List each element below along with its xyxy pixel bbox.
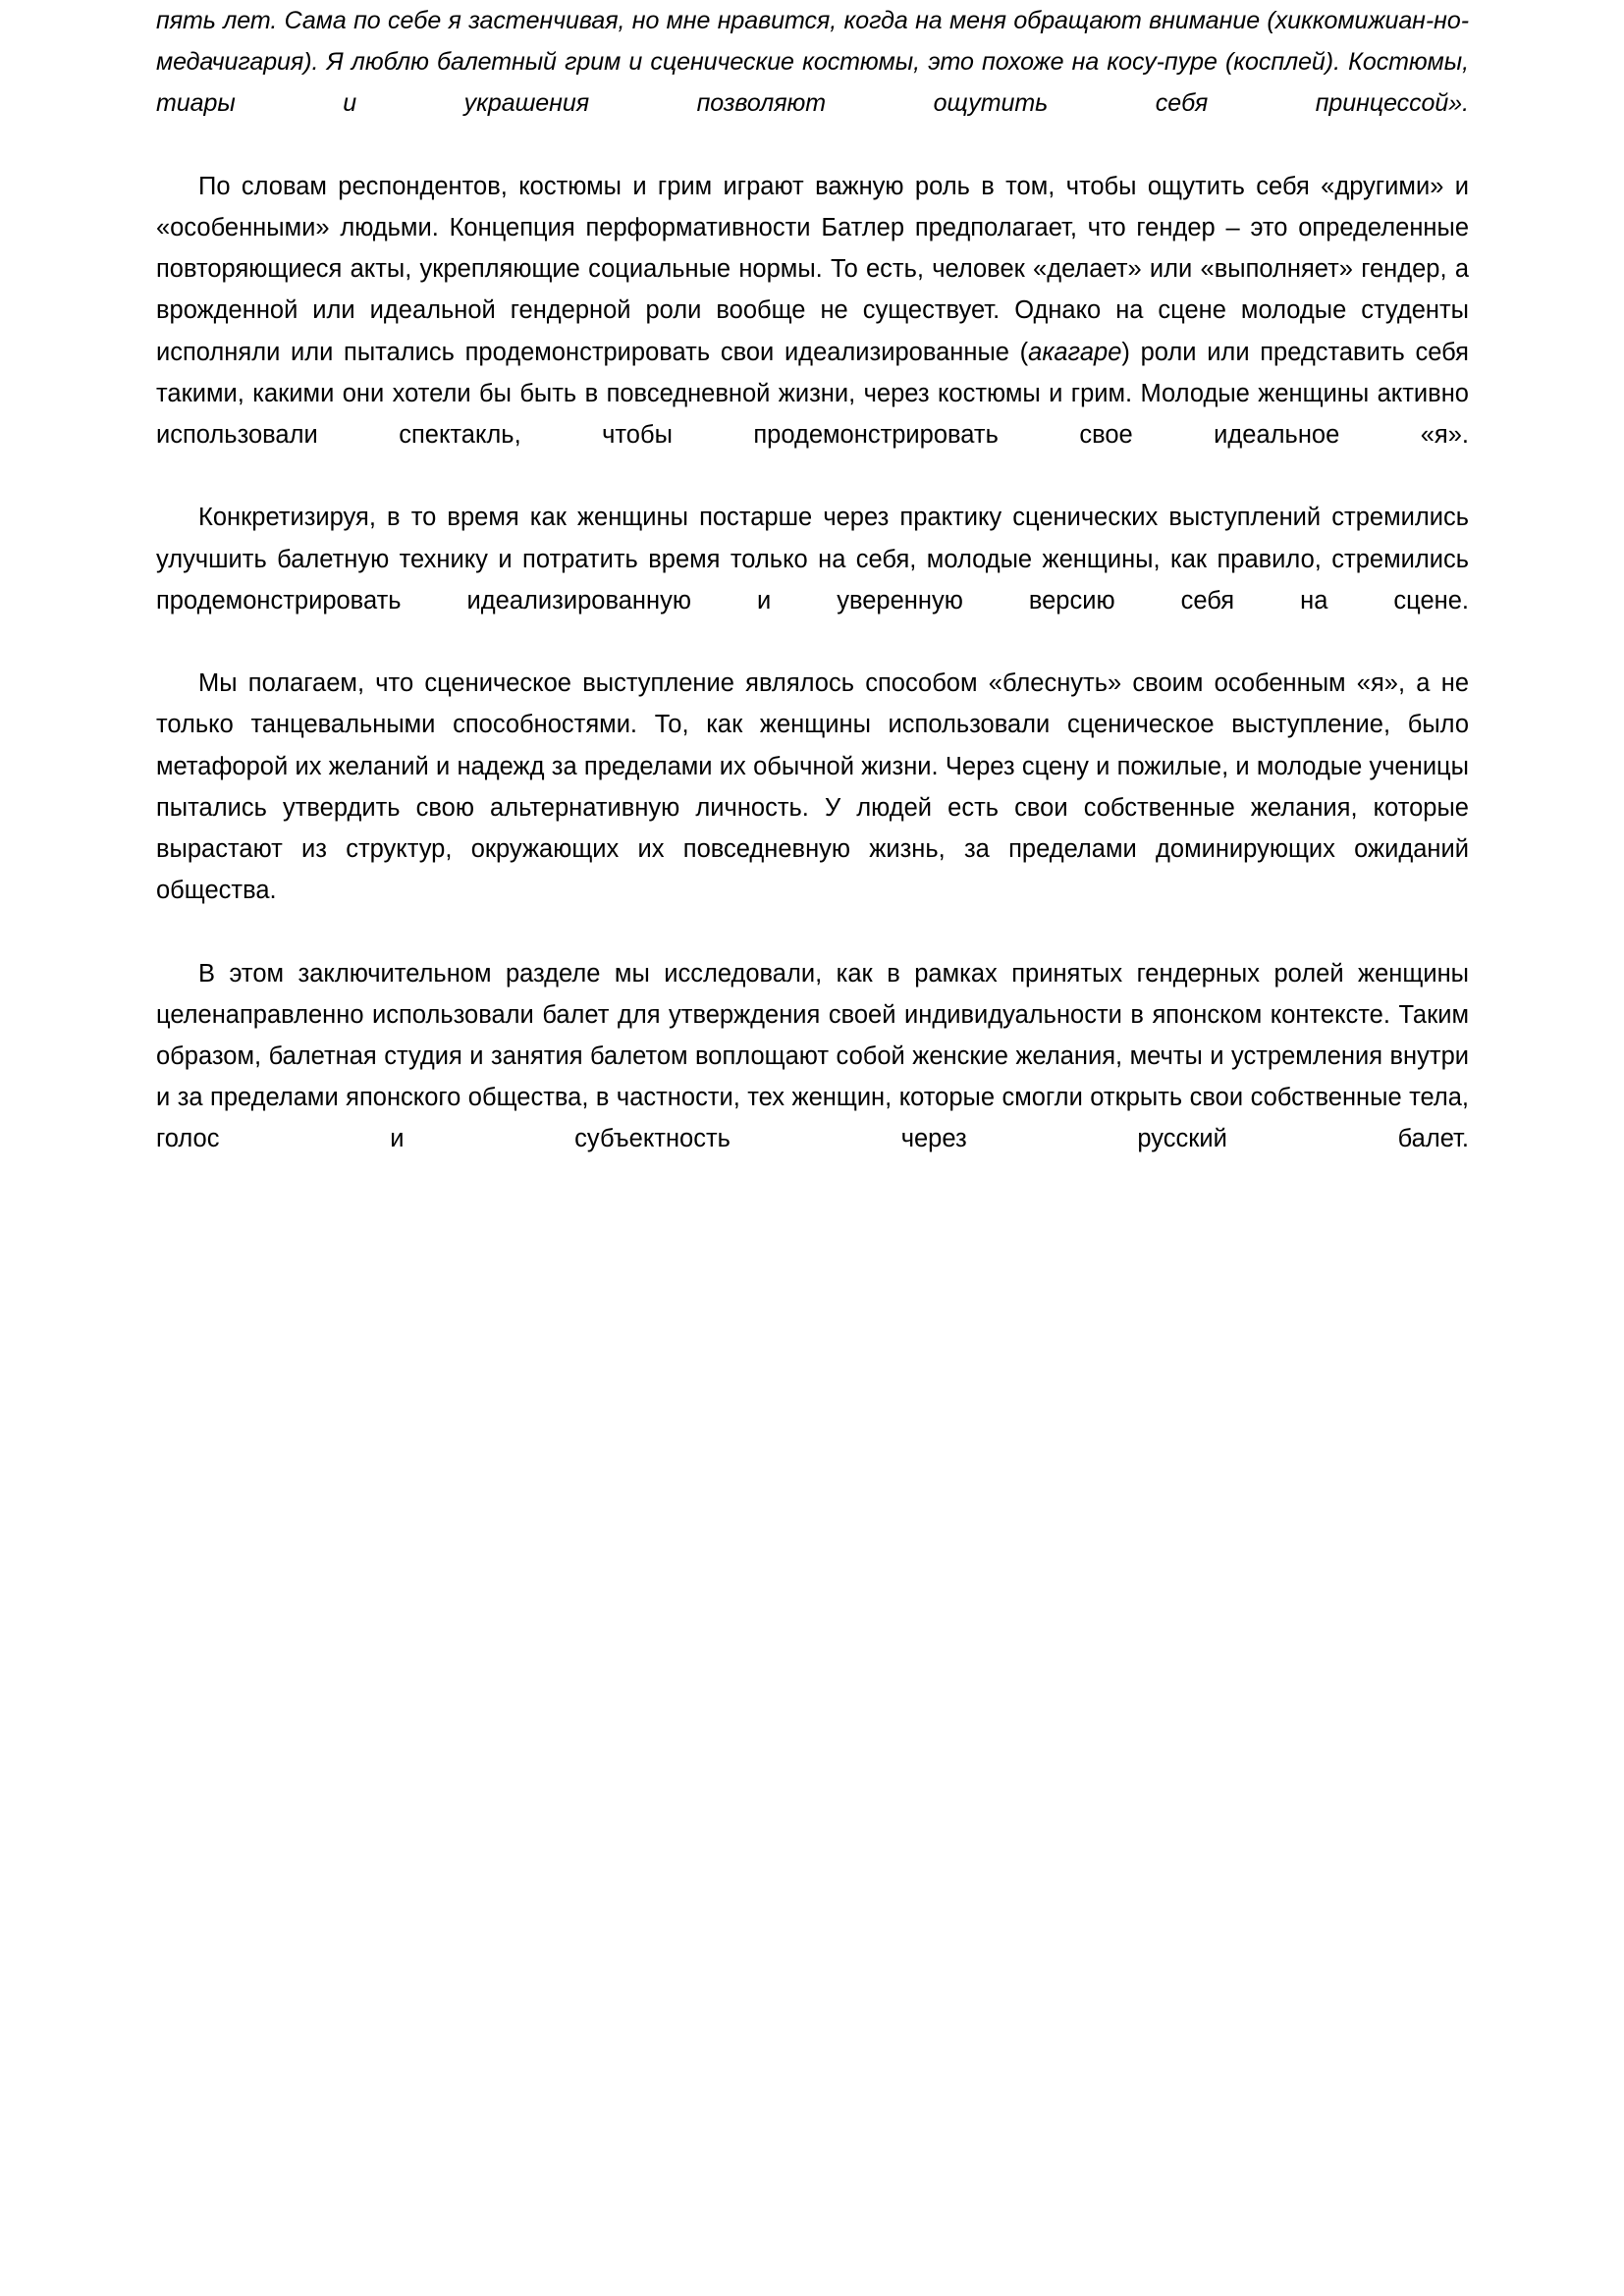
paragraph-specifying: Конкретизируя, в то время как женщины постарше через практику сценических выступлений стремились улучшить балетную технику и потратить время только на себя, молодые женщины, как правило, стремились продемонстрировать идеализированную и уверенную версию себя на сцене.: [156, 504, 1469, 614]
paragraph-conclusion: В этом заключительном разделе мы исследовали, как в рамках принятых гендерных ролей женщины целенаправленно использовали балет для утверждения своей индивидуальности в японском контексте. Таким образом, балетная студия и занятия балетом воплощают собой женские желания, мечты и устремления внутри и за пределами японского общества, в частности, тех женщин, которые смогли открыть свои собственные тела, голос и субъектность через русский балет.: [156, 959, 1469, 1153]
paragraph-respondents-italic-term: акагаре: [1028, 338, 1122, 366]
text-column: [156, 0, 1469, 1201]
paragraph-respondents: [156, 166, 1469, 498]
paragraph-respondents-part2: ) роли или представить себя такими, какими они хотели бы быть в повседневной жизни, через костюмы и грим. Молодые женщины активно использовали спектакль, чтобы продемонстрировать свое идеальное «я».: [156, 338, 1469, 450]
paragraph-respondents-part1: По словам респондентов, костюмы и грим играют важную роль в том, чтобы ощутить себя «другими» и «особенными» людьми. Концепция перформативности Батлер предполагает, что гендер – это определенные повторяющиеся акты, укрепляющие социальные нормы. То есть, человек «делает» или «выполняет» гендер, а врожденной или идеальной гендерной роли вообще не существует. Однако на сцене молодые студенты исполняли или пытались продемонстрировать свои идеализированные (: [156, 172, 1469, 366]
paragraph-quote-continuation: пять лет. Сама по себе я застенчивая, но мне нравится, когда на меня обращают внимание (хиккомижиан-но-медачигария). Я люблю балетный грим и сценические костюмы, это похоже на косу-пуре (косплей). Костюмы, тиары и украшения позволяют ощутить себя принцессой».: [156, 7, 1469, 118]
paragraph-we-believe: Мы полагаем, что сценическое выступление являлось способом «блеснуть» своим особенным «я», а не только танцевальными способностями. То, как женщины использовали сценическое выступление, было метафорой их желаний и надежд за пределами их обычной жизни. Через сцену и пожилые, и молодые ученицы пытались утвердить свою альтернативную личность. У людей есть свои собственные желания, которые вырастают из структур, окружающих их повседневную жизнь, за пределами доминирующих ожиданий общества.: [156, 669, 1469, 905]
